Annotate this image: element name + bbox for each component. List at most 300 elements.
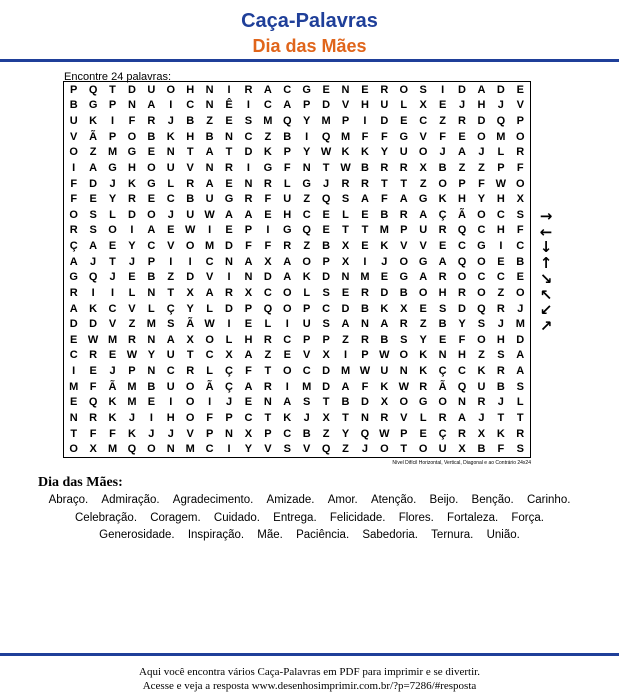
grid-letter[interactable]: A [283, 396, 292, 409]
grid-letter[interactable]: I [149, 411, 153, 424]
grid-letter[interactable]: I [441, 83, 445, 96]
grid-letter[interactable]: A [477, 83, 486, 96]
grid-letter[interactable]: X [244, 286, 253, 299]
grid-letter[interactable]: R [380, 411, 389, 424]
grid-letter[interactable]: B [496, 380, 505, 393]
grid-letter[interactable]: O [283, 286, 292, 299]
grid-letter[interactable]: T [342, 224, 349, 237]
grid-letter[interactable]: C [186, 99, 195, 112]
grid-letter[interactable]: G [224, 193, 234, 206]
grid-letter[interactable]: M [107, 146, 118, 159]
grid-letter[interactable]: S [167, 318, 175, 331]
grid-letter[interactable]: P [458, 177, 466, 190]
grid-letter[interactable]: G [263, 161, 273, 174]
grid-letter[interactable]: O [147, 161, 156, 174]
grid-letter[interactable]: N [205, 161, 214, 174]
grid-letter[interactable]: O [438, 177, 447, 190]
grid-letter[interactable]: A [69, 302, 78, 315]
grid-letter[interactable]: J [167, 115, 174, 128]
grid-letter[interactable]: E [108, 349, 117, 362]
grid-letter[interactable]: C [458, 240, 466, 253]
grid-letter[interactable]: I [227, 443, 231, 456]
grid-letter[interactable]: I [246, 99, 250, 112]
grid-letter[interactable]: Y [244, 443, 253, 456]
grid-letter[interactable]: P [303, 333, 311, 346]
grid-letter[interactable]: C [205, 349, 214, 362]
grid-letter[interactable]: A [166, 333, 175, 346]
grid-letter[interactable]: O [399, 83, 409, 96]
grid-letter[interactable]: H [496, 224, 505, 237]
grid-letter[interactable]: Q [88, 396, 98, 409]
grid-letter[interactable]: O [127, 130, 137, 143]
grid-letter[interactable]: P [283, 146, 291, 159]
grid-letter[interactable]: E [147, 396, 156, 409]
grid-letter[interactable]: V [167, 240, 175, 253]
grid-letter[interactable]: G [302, 177, 311, 190]
grid-letter[interactable]: S [89, 224, 97, 237]
grid-letter[interactable]: L [283, 177, 291, 190]
grid-letter[interactable]: W [320, 146, 332, 159]
grid-letter[interactable]: E [516, 83, 524, 96]
grid-letter[interactable]: D [380, 115, 389, 128]
grid-letter[interactable]: C [263, 99, 272, 112]
grid-letter[interactable]: H [438, 286, 447, 299]
grid-letter[interactable]: X [225, 349, 233, 362]
grid-letter[interactable]: E [322, 83, 330, 96]
grid-letter[interactable]: B [283, 130, 292, 143]
grid-letter[interactable]: F [264, 240, 272, 253]
grid-letter[interactable]: R [263, 177, 272, 190]
grid-letter[interactable]: F [361, 130, 369, 143]
grid-letter[interactable]: G [418, 193, 428, 206]
grid-letter[interactable]: B [322, 240, 331, 253]
grid-letter[interactable]: O [380, 443, 389, 456]
grid-letter[interactable]: M [496, 130, 506, 143]
grid-letter[interactable]: L [109, 208, 116, 221]
grid-letter[interactable]: E [516, 271, 524, 284]
grid-letter[interactable]: M [185, 443, 195, 456]
grid-letter[interactable]: Z [342, 443, 349, 456]
grid-letter[interactable]: C [69, 349, 78, 362]
grid-letter[interactable]: N [225, 130, 233, 143]
grid-letter[interactable]: G [399, 271, 409, 284]
grid-letter[interactable]: Ê [225, 99, 233, 112]
grid-letter[interactable]: N [205, 83, 214, 96]
grid-letter[interactable]: Ç [166, 302, 175, 315]
grid-letter[interactable]: S [516, 208, 524, 221]
grid-letter[interactable]: P [70, 83, 78, 96]
grid-letter[interactable]: L [419, 411, 427, 424]
grid-letter[interactable]: D [263, 271, 272, 284]
grid-letter[interactable]: M [107, 333, 118, 346]
grid-letter[interactable]: O [185, 396, 195, 409]
grid-letter[interactable]: D [89, 177, 98, 190]
grid-letter[interactable]: C [322, 302, 331, 315]
grid-letter[interactable]: O [69, 443, 78, 456]
grid-letter[interactable]: E [419, 427, 427, 440]
grid-letter[interactable]: V [303, 349, 311, 362]
grid-letter[interactable]: W [340, 161, 351, 174]
grid-letter[interactable]: O [166, 83, 176, 96]
grid-letter[interactable]: R [225, 161, 233, 174]
grid-letter[interactable]: D [322, 365, 331, 378]
grid-letter[interactable]: I [208, 224, 212, 237]
grid-letter[interactable]: D [458, 83, 466, 96]
grid-letter[interactable]: E [361, 240, 369, 253]
grid-letter[interactable]: T [381, 177, 388, 190]
grid-letter[interactable]: Y [303, 146, 311, 159]
grid-letter[interactable]: F [497, 443, 505, 456]
grid-letter[interactable]: R [283, 240, 292, 253]
grid-letter[interactable]: V [186, 427, 194, 440]
grid-letter[interactable]: R [458, 286, 466, 299]
grid-letter[interactable]: R [186, 365, 195, 378]
grid-letter[interactable]: K [108, 411, 117, 424]
grid-letter[interactable]: D [69, 318, 78, 331]
grid-letter[interactable]: G [302, 83, 311, 96]
grid-letter[interactable]: U [380, 365, 389, 378]
grid-letter[interactable]: J [381, 255, 388, 268]
grid-letter[interactable]: T [186, 349, 194, 362]
grid-letter[interactable]: P [225, 411, 233, 424]
grid-letter[interactable]: C [302, 208, 311, 221]
grid-letter[interactable]: T [361, 224, 369, 237]
grid-letter[interactable]: E [147, 193, 156, 206]
grid-letter[interactable]: D [322, 380, 331, 393]
grid-letter[interactable]: W [204, 318, 215, 331]
grid-letter[interactable]: U [380, 99, 389, 112]
grid-letter[interactable]: A [438, 255, 447, 268]
grid-letter[interactable]: O [185, 380, 195, 393]
grid-letter[interactable]: E [361, 83, 369, 96]
grid-letter[interactable]: J [439, 146, 446, 159]
grid-letter[interactable]: I [72, 161, 76, 174]
grid-letter[interactable]: F [245, 365, 252, 378]
grid-letter[interactable]: H [458, 193, 466, 206]
grid-letter[interactable]: O [477, 333, 486, 346]
grid-letter[interactable]: E [225, 115, 233, 128]
grid-letter[interactable]: I [227, 271, 231, 284]
grid-letter[interactable]: Ã [458, 208, 466, 221]
grid-letter[interactable]: Y [477, 193, 486, 206]
grid-letter[interactable]: J [109, 177, 116, 190]
grid-letter[interactable]: R [341, 177, 350, 190]
grid-letter[interactable]: C [166, 365, 175, 378]
grid-letter[interactable]: C [244, 130, 253, 143]
grid-letter[interactable]: U [419, 224, 428, 237]
grid-letter[interactable]: Z [128, 318, 136, 331]
grid-letter[interactable]: I [285, 318, 289, 331]
grid-letter[interactable]: R [244, 193, 253, 206]
grid-letter[interactable]: W [87, 333, 99, 346]
grid-letter[interactable]: R [127, 193, 136, 206]
grid-letter[interactable]: M [360, 271, 370, 284]
grid-letter[interactable]: A [399, 193, 408, 206]
grid-letter[interactable]: E [108, 240, 117, 253]
grid-letter[interactable]: H [458, 349, 466, 362]
grid-letter[interactable]: R [89, 349, 98, 362]
grid-letter[interactable]: F [89, 380, 97, 393]
grid-letter[interactable]: Z [478, 349, 485, 362]
grid-letter[interactable]: Z [264, 349, 272, 362]
grid-letter[interactable]: V [70, 130, 78, 143]
grid-letter[interactable]: G [69, 271, 78, 284]
grid-letter[interactable]: I [169, 255, 173, 268]
grid-letter[interactable]: O [399, 349, 409, 362]
grid-letter[interactable]: T [167, 286, 175, 299]
grid-letter[interactable]: S [516, 443, 524, 456]
grid-letter[interactable]: R [496, 365, 505, 378]
grid-letter[interactable]: D [516, 333, 525, 346]
grid-letter[interactable]: I [246, 161, 250, 174]
grid-letter[interactable]: E [225, 177, 233, 190]
grid-letter[interactable]: P [303, 302, 311, 315]
grid-letter[interactable]: U [283, 193, 292, 206]
grid-letter[interactable]: Y [186, 302, 194, 315]
grid-letter[interactable]: A [244, 208, 253, 221]
grid-letter[interactable]: V [516, 99, 524, 112]
grid-letter[interactable]: E [70, 396, 78, 409]
grid-letter[interactable]: I [285, 380, 289, 393]
grid-letter[interactable]: Z [89, 146, 97, 159]
grid-letter[interactable]: N [399, 365, 408, 378]
grid-letter[interactable]: C [108, 302, 117, 315]
grid-letter[interactable]: W [204, 208, 215, 221]
grid-letter[interactable]: L [206, 365, 213, 378]
grid-letter[interactable]: Ã [205, 380, 214, 393]
grid-letter[interactable]: Q [360, 427, 370, 440]
grid-letter[interactable]: O [185, 240, 195, 253]
grid-letter[interactable]: D [341, 302, 350, 315]
grid-letter[interactable]: D [477, 115, 486, 128]
grid-letter[interactable]: Ç [225, 365, 233, 378]
grid-letter[interactable]: K [360, 146, 369, 159]
grid-letter[interactable]: Ã [108, 380, 117, 393]
grid-letter[interactable]: S [438, 302, 447, 315]
grid-letter[interactable]: H [360, 99, 369, 112]
grid-letter[interactable]: J [478, 146, 485, 159]
grid-letter[interactable]: H [186, 83, 195, 96]
grid-letter[interactable]: X [322, 349, 330, 362]
grid-letter[interactable]: Q [321, 193, 331, 206]
grid-letter[interactable]: Y [303, 115, 311, 128]
grid-letter[interactable]: A [69, 255, 78, 268]
grid-letter[interactable]: M [107, 443, 118, 456]
grid-letter[interactable]: Q [496, 115, 506, 128]
grid-letter[interactable]: Q [477, 302, 486, 315]
grid-letter[interactable]: E [400, 115, 408, 128]
grid-letter[interactable]: X [186, 286, 194, 299]
grid-letter[interactable]: Z [478, 161, 485, 174]
grid-letter[interactable]: C [166, 193, 175, 206]
grid-letter[interactable]: O [516, 177, 525, 190]
grid-letter[interactable]: U [205, 193, 214, 206]
grid-letter[interactable]: W [185, 224, 196, 237]
grid-letter[interactable]: G [418, 396, 428, 409]
grid-letter[interactable]: B [341, 396, 350, 409]
grid-letter[interactable]: S [516, 380, 524, 393]
grid-letter[interactable]: J [458, 99, 466, 112]
grid-letter[interactable]: J [167, 427, 174, 440]
grid-letter[interactable]: T [342, 411, 349, 424]
grid-letter[interactable]: O [477, 130, 486, 143]
grid-letter[interactable]: V [400, 240, 408, 253]
grid-letter[interactable]: O [185, 411, 195, 424]
grid-letter[interactable]: R [263, 333, 272, 346]
grid-letter[interactable]: L [167, 177, 175, 190]
grid-letter[interactable]: A [225, 208, 233, 221]
grid-letter[interactable]: T [516, 411, 524, 424]
grid-letter[interactable]: D [360, 396, 369, 409]
grid-letter[interactable]: S [322, 318, 330, 331]
grid-letter[interactable]: Z [458, 161, 466, 174]
grid-letter[interactable]: D [127, 208, 136, 221]
grid-letter[interactable]: A [244, 349, 253, 362]
grid-letter[interactable]: E [167, 224, 175, 237]
grid-letter[interactable]: D [496, 83, 505, 96]
grid-letter[interactable]: P [264, 427, 272, 440]
grid-letter[interactable]: N [438, 349, 447, 362]
grid-letter[interactable]: C [477, 271, 486, 284]
grid-letter[interactable]: A [244, 380, 253, 393]
grid-letter[interactable]: O [477, 286, 486, 299]
grid-letter[interactable]: P [108, 99, 117, 112]
grid-letter[interactable]: O [205, 333, 214, 346]
grid-letter[interactable]: R [399, 161, 408, 174]
grid-letter[interactable]: I [227, 83, 231, 96]
grid-letter[interactable]: Z [497, 286, 505, 299]
grid-letter[interactable]: N [244, 271, 253, 284]
grid-letter[interactable]: I [344, 349, 348, 362]
grid-letter[interactable]: D [186, 271, 195, 284]
grid-letter[interactable]: B [147, 380, 156, 393]
grid-letter[interactable]: R [496, 302, 505, 315]
grid-letter[interactable]: L [303, 286, 311, 299]
grid-letter[interactable]: F [516, 161, 524, 174]
grid-letter[interactable]: R [516, 427, 525, 440]
grid-letter[interactable]: S [303, 396, 311, 409]
grid-letter[interactable]: O [477, 255, 486, 268]
grid-letter[interactable]: N [458, 396, 466, 409]
grid-letter[interactable]: L [516, 396, 524, 409]
grid-letter[interactable]: P [205, 427, 214, 440]
grid-letter[interactable]: E [419, 302, 427, 315]
grid-letter[interactable]: F [458, 333, 466, 346]
grid-letter[interactable]: T [70, 427, 78, 440]
grid-letter[interactable]: J [167, 208, 174, 221]
grid-letter[interactable]: C [205, 443, 214, 456]
grid-letter[interactable]: Ã [438, 380, 447, 393]
grid-letter[interactable]: C [302, 365, 311, 378]
grid-letter[interactable]: L [497, 146, 505, 159]
grid-letter[interactable]: O [108, 224, 117, 237]
grid-letter[interactable]: P [303, 99, 311, 112]
grid-letter[interactable]: U [477, 380, 486, 393]
grid-letter[interactable]: V [108, 318, 117, 331]
grid-letter[interactable]: I [91, 286, 95, 299]
grid-letter[interactable]: A [205, 177, 214, 190]
grid-letter[interactable]: L [264, 318, 272, 331]
grid-letter[interactable]: K [108, 396, 117, 409]
grid-letter[interactable]: V [303, 443, 311, 456]
grid-letter[interactable]: A [458, 411, 466, 424]
grid-letter[interactable]: R [438, 224, 447, 237]
grid-letter[interactable]: C [283, 333, 292, 346]
grid-letter[interactable]: U [166, 349, 175, 362]
grid-letter[interactable]: E [70, 333, 78, 346]
grid-letter[interactable]: C [419, 115, 428, 128]
grid-letter[interactable]: A [89, 240, 98, 253]
grid-letter[interactable]: L [206, 302, 213, 315]
grid-letter[interactable]: B [186, 115, 195, 128]
grid-letter[interactable]: B [477, 443, 486, 456]
grid-letter[interactable]: X [458, 443, 466, 456]
grid-letter[interactable]: I [227, 318, 231, 331]
grid-letter[interactable]: E [89, 365, 97, 378]
grid-letter[interactable]: N [302, 161, 311, 174]
grid-letter[interactable]: D [244, 146, 253, 159]
grid-letter[interactable]: J [478, 411, 485, 424]
grid-letter[interactable]: K [419, 349, 428, 362]
grid-letter[interactable]: Ç [225, 380, 233, 393]
grid-letter[interactable]: V [341, 99, 350, 112]
grid-letter[interactable]: A [283, 255, 292, 268]
grid-letter[interactable]: A [205, 146, 214, 159]
grid-letter[interactable]: N [205, 99, 214, 112]
grid-letter[interactable]: G [88, 99, 98, 112]
grid-letter[interactable]: G [127, 146, 137, 159]
grid-letter[interactable]: P [516, 115, 524, 128]
grid-letter[interactable]: D [89, 318, 98, 331]
grid-letter[interactable]: U [399, 146, 408, 159]
grid-letter[interactable]: Q [88, 83, 98, 96]
grid-letter[interactable]: N [147, 333, 156, 346]
grid-letter[interactable]: P [128, 365, 136, 378]
grid-letter[interactable]: C [205, 255, 214, 268]
grid-letter[interactable]: R [458, 427, 466, 440]
grid-letter[interactable]: E [264, 208, 272, 221]
grid-letter[interactable]: Q [302, 224, 311, 237]
grid-letter[interactable]: N [360, 411, 369, 424]
grid-letter[interactable]: Y [341, 427, 350, 440]
grid-letter[interactable]: Z [264, 130, 272, 143]
grid-letter[interactable]: Ç [438, 427, 447, 440]
grid-letter[interactable]: I [266, 224, 270, 237]
grid-letter[interactable]: O [457, 271, 467, 284]
grid-letter[interactable]: T [322, 161, 330, 174]
grid-letter[interactable]: D [225, 302, 233, 315]
grid-letter[interactable]: R [399, 318, 408, 331]
grid-letter[interactable]: L [342, 208, 349, 221]
grid-letter[interactable]: K [263, 146, 272, 159]
grid-letter[interactable]: O [399, 396, 409, 409]
grid-letter[interactable]: F [245, 240, 252, 253]
grid-letter[interactable]: Ç [438, 208, 447, 221]
grid-letter[interactable]: A [360, 193, 369, 206]
grid-letter[interactable]: S [322, 286, 330, 299]
grid-letter[interactable]: B [205, 130, 214, 143]
grid-letter[interactable]: R [89, 411, 98, 424]
grid-letter[interactable]: U [147, 83, 156, 96]
grid-letter[interactable]: J [148, 427, 155, 440]
grid-letter[interactable]: A [147, 224, 156, 237]
grid-letter[interactable]: Y [419, 333, 427, 346]
grid-letter[interactable]: J [497, 396, 504, 409]
grid-letter[interactable]: G [108, 161, 117, 174]
grid-letter[interactable]: I [130, 224, 134, 237]
grid-letter[interactable]: H [496, 333, 505, 346]
grid-letter[interactable]: K [380, 302, 389, 315]
